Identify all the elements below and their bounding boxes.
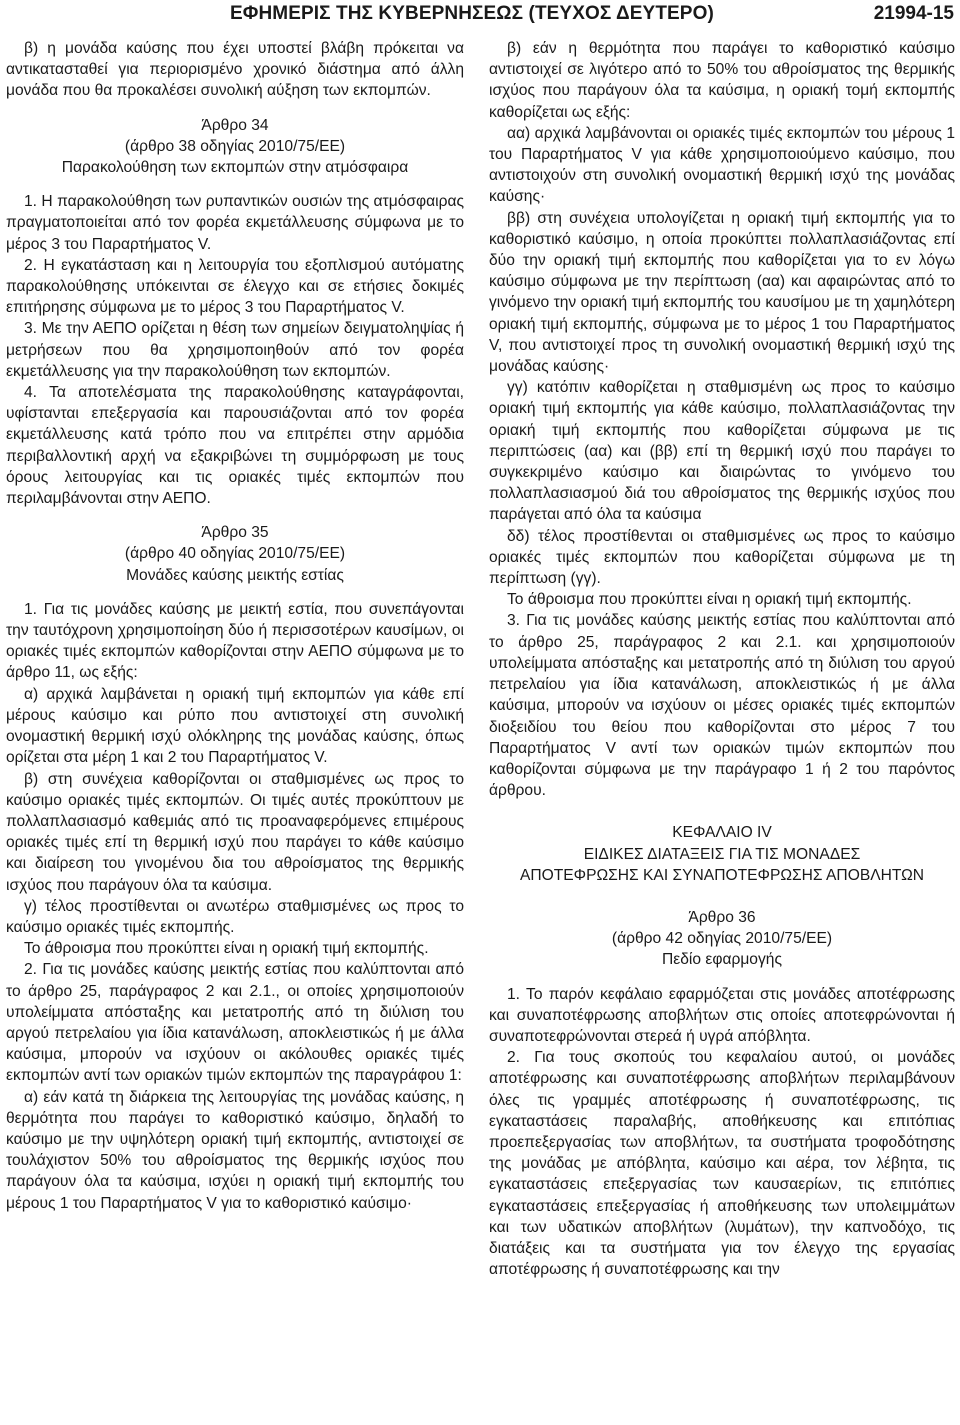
page-header bbox=[0, 0, 960, 30]
paragraph: 2. Για τους σκοπούς του κεφαλαίου αυτού, οι μονάδες αποτέφρωσης και συναποτέφρωσης αποβλήτων περιλαμβάνουν όλες τις γραμμές αποτέφρωσης ή συναποτέφρωσης, τις εγκαταστάσεις παραλαβής, αποθήκευσης και επιτόπιας προεπεξεργασίας των αποβλήτων, τα συστήματα τροφοδότησης της μονάδας με απόβλητα, καύσιμο και αέρα, τον λέβητα, τις εγκαταστάσεις επεξεργασίας των καυσαερίων, τις επιτόπιες εγκαταστάσεις επεξεργασίας ή αποθήκευσης των υπολειμμάτων και των υδατικών αποβλήτων (λυμάτων), την καπνοδόχο, τις διατάξεις και τα συστήματα για τον έλεγχο της εργασίας αποτέφρωσης ή συναποτέφρωσης και την bbox=[489, 1049, 955, 1279]
paragraph: α) αρχικά λαμβάνεται η οριακή τιμή εκπομπών για κάθε επί μέρους καύσιμο και ρύπο που αντιστοιχεί στη συνολική ονομαστική θερμική ισχύ ολόκληρης της μονάδας καύσης, όπως ορίζεται στα μέρη 1 και 2 του Παραρτήματος V. bbox=[6, 685, 464, 767]
paragraph: ββ) στη συνέχεια υπολογίζεται η οριακή τιμή εκπομπής για το καθοριστικό καύσιμο, η οποία προκύπτει πολλαπλασιάζοντας επί δύο την οριακή τιμή εκπομπής που καθορίζεται για το εν λόγω καύσιμο σύμφωνα με την περίπτωση (αα) και αφαιρώντας από το γινόμενο την οριακή τιμή εκπομπής του καυσίμου με τη χαμηλότερη οριακή τιμή εκπομπής, σύμφωνα με το μέρος 1 του Παραρτήματος V, που αντιστοιχεί προς τη συνολική ονομαστική θερμική ισχύ της μονάδας καύσης· bbox=[489, 209, 955, 376]
paragraph: αα) αρχικά λαμβάνονται οι οριακές τιμές εκπομπών του μέρους 1 του Παραρτήματος V για κάθε χρησιμοποιούμενο καύσιμο, που αντιστοιχούν στη συνολική ονομαστική θερμική ισχύ της μονάδας καύσης· bbox=[489, 124, 955, 206]
page-number: 21994-15 bbox=[873, 3, 954, 24]
article-subject: Πεδίο εφαρμογής bbox=[662, 951, 782, 969]
article-subject: Παρακολούθηση των εκπομπών στην ατμόσφαιρα bbox=[61, 159, 409, 177]
article-title: Άρθρο 36 bbox=[688, 908, 756, 926]
right-column bbox=[489, 38, 955, 1280]
paragraph: 3. Για τις μονάδες καύσης μεικτής εστίας που καλύπτονται από το άρθρο 25, παράγραφος 2 και 2.1. και χρησιμοποιούν υπολείμματα απόσταξης και μετατροπής από τη διύλιση του αργού πετρελαίου για ίδια κατανάλωση, αποκλειστικώς ή με άλλα καύσιμα, μπορούν να ισχύουν οι μέσες οριακές τιμές εκπομπών διοξειδίου του θείου που καθορίζονται στο μέρος 7 του Παραρτήματος V αντί των οριακών τιμών εκπομπών που καθορίζονται σύμφωνα με την παράγραφο 1 ή 2 του παρόντος άρθρου. bbox=[489, 612, 955, 800]
chapter-heading-line: ΕΙΔΙΚΕΣ ΔΙΑΤΑΞΕΙΣ ΓΙΑ ΤΙΣ ΜΟΝΑΔΕΣ bbox=[583, 845, 861, 863]
paragraph: γγ) κατόπιν καθορίζεται η σταθμισμένη ως προς το καύσιμο οριακή τιμή εκπομπής για κάθε καύσιμο, πολλαπλασιάζοντας την οριακή τιμή εκπομπής που καθορίζεται σύμφωνα με τις περιπτώσεις (αα) και (ββ) επί τη θερμική ισχύ που παράγει το συγκεκριμένο καύσιμο και διαιρώντας το γινόμενο του πολλαπλασιασμού διά του αθροίσματος της θερμικής ισχύος που παράγεται από όλα τα καύσιμα bbox=[489, 379, 955, 524]
paragraph: β) εάν η θερμότητα που παράγει το καθοριστικό καύσιμο αντιστοιχεί σε λιγότερο από το 50% του αθροίσματος της θερμικής ισχύος που παράγουν όλα τα καύσιμα, η οριακή τομή εκπομπής καθορίζεται ως εξής: bbox=[489, 40, 955, 121]
article-subject: Μονάδες καύσης μεικτής εστίας bbox=[126, 566, 344, 584]
article-title: Άρθρο 35 bbox=[201, 524, 269, 542]
left-column bbox=[6, 38, 464, 1214]
article-title: Άρθρο 34 bbox=[201, 116, 269, 134]
paragraph: β) η μονάδα καύσης που έχει υποστεί βλάβη πρόκειται να αντικατασταθεί για περιορισμένο χρονικό διάστημα από άλλη μονάδα που θα προκαλέσει συνολική αύξηση των εκπομπών. bbox=[6, 40, 464, 100]
paragraph: 2. Η εγκατάσταση και η λειτουργία του εξοπλισμού αυτόματης παρακολούθησης υπόκεινται σε έλεγχο και σε ετήσιες δοκιμές επιτήρησης σύμφωνα με το μέρος 3 του Παραρτήματος V. bbox=[6, 256, 464, 317]
article-reference: (άρθρο 42 οδηγίας 2010/75/ΕΕ) bbox=[611, 930, 833, 948]
paragraph: 4. Τα αποτελέσματα της παρακολούθησης καταγράφονται, υφίστανται επεξεργασία και παρουσιάζονται από τον φορέα εκμετάλλευσης κατά τρόπο που να επιτρέπει στην αρμόδια περιβαλλοντική αρχή να εξακριβώνει τη συμμόρφωση με τους όρους λειτουργίας και τις οριακές τιμές εκπομπών που περιλαμβάνονται στην ΑΕΠΟ. bbox=[6, 384, 464, 508]
paragraph: β) στη συνέχεια καθορίζονται οι σταθμισμένες ως προς το καύσιμο οριακές τιμές εκπομπών. Οι τιμές αυτές προκύπτουν με πολλαπλασιασμό καθεμιάς από τις προαναφερόμενες επιμέρους οριακές τιμές επί τη θερμική ισχύ που παράγει το κάθε καύσιμο και διαίρεση του γινομένου δια του αθροίσματος της θερμικής ισχύος που παράγουν όλα τα καύσιμα. bbox=[6, 770, 464, 894]
chapter-heading-line: ΑΠΟΤΕΦΡΩΣΗΣ ΚΑΙ ΣΥΝΑΠΟΤΕΦΡΩΣΗΣ ΑΠΟΒΛΗΤΩΝ bbox=[519, 866, 925, 884]
chapter-title: ΚΕΦΑΛΑΙΟ IV bbox=[672, 824, 772, 842]
paragraph: 1. Η παρακολούθηση των ρυπαντικών ουσιών της ατμόσφαιρας πραγματοποιείται από τον φορέα εκμετάλλευσης σύμφωνα με το μέρος 3 του Παραρτήματος V. bbox=[6, 193, 464, 253]
paragraph: 1. Για τις μονάδες καύσης με μεικτή εστία, που συνεπάγονται την ταυτόχρονη χρησιμοποίηση δύο ή περισσοτέρων καυσίμων, οι οριακές τιμές εκπομπών καθορίζονται στην ΑΕΠΟ σύμφωνα με το άρθρο 11, ως εξής: bbox=[6, 600, 464, 682]
article-reference: (άρθρο 38 οδηγίας 2010/75/ΕΕ) bbox=[124, 137, 346, 155]
paragraph: 1. Το παρόν κεφάλαιο εφαρμόζεται στις μονάδες αποτέφρωσης και συναποτέφρωσης αποβλήτων στις οποίες αποτεφρώνονται ή συναποτεφρώνονται στερεά ή υγρά απόβλητα. bbox=[489, 985, 955, 1045]
paragraph: α) εάν κατά τη διάρκεια της λειτουργίας της μονάδας καύσης, η θερμότητα που παράγει το καθοριστικό καύσιμο, δηλαδή το καύσιμο με την υψηλότερη οριακή τιμή εκπομπής, αντιστοιχεί σε τουλάχιστον 50% του αθροίσματος της θερμικής ισχύος που παράγουν όλα τα καύσιμα, ισχύει η οριακή τιμή εκπομπής του μέρους 1 του Παραρτήματος V για το καθοριστικό καύσιμο· bbox=[6, 1088, 464, 1212]
paragraph: δδ) τέλος προστίθενται οι σταθμισμένες ως προς το καύσιμο οριακές τιμές εκπομπών που καθορίζεται σύμφωνα με τη περίπτωση (γγ). bbox=[489, 527, 955, 588]
paragraph: 2. Για τις μονάδες καύσης μεικτής εστίας που καλύπτονται από το άρθρο 25, παράγραφος 2 και 2.1., οι οποίες χρησιμοποιούν υπολείμματα απόσταξης και μετατροπής από τη διύλιση του αργού πετρελαίου για ίδια κατανάλωση, αποκλειστικώς ή με άλλα καύσιμα, μπορούν να ισχύουν οι ακόλουθες οριακές τιμές εκπομπών αντί των οριακών τιμών εκπομπών της παραγράφου 1: bbox=[6, 961, 464, 1085]
paragraph: 3. Με την ΑΕΠΟ ορίζεται η θέση των σημείων δειγματοληψίας ή μετρήσεων που θα χρησιμοποιηθούν από τον φορέα εκμετάλλευσης για την παρακολούθηση των εκπομπών. bbox=[6, 320, 464, 380]
paragraph: γ) τέλος προστίθενται οι ανωτέρω σταθμισμένες ως προς το καύσιμο οριακές τιμές εκπομπής. bbox=[6, 897, 464, 936]
paragraph: Το άθροισμα που προκύπτει είναι η οριακή τιμή εκπομπής. bbox=[24, 940, 429, 958]
paragraph: Το άθροισμα που προκύπτει είναι η οριακή τιμή εκπομπής. bbox=[507, 591, 912, 609]
gazette-title: ΕΦΗΜΕΡΙΣ ΤΗΣ ΚΥΒΕΡΝΗΣΕΩΣ (ΤΕΥΧΟΣ ΔΕΥΤΕΡΟ) bbox=[230, 3, 714, 24]
article-reference: (άρθρο 40 οδηγίας 2010/75/ΕΕ) bbox=[124, 545, 346, 563]
